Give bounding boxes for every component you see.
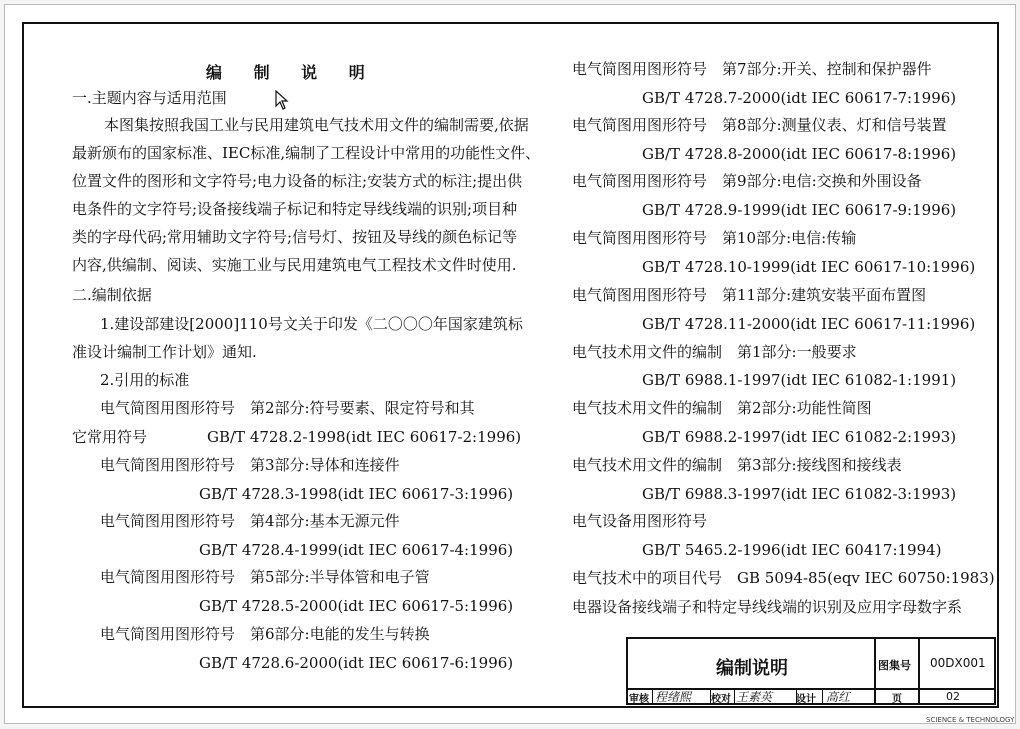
review-label: 审核 xyxy=(629,694,649,705)
text-line: 类的字母代码;常用辅助文字符号;信号灯、按钮及导线的颜色标记等 xyxy=(72,228,518,246)
standard-code: GB/T 4728.4-1999(idt IEC 60617-4:1996) xyxy=(199,541,514,559)
standard-title: 电气简图用图形符号 第6部分:电能的发生与转换 xyxy=(100,625,430,643)
text-line: 2.引用的标准 xyxy=(100,371,190,389)
standard-title: 电器设备接线端子和特定导线线端的识别及应用字母数字系 xyxy=(572,598,963,616)
page-label: 页 xyxy=(892,694,902,705)
section-heading: 一.主题内容与适用范围 xyxy=(72,89,227,107)
standard-code: 它常用符号 GB/T 4728.2-1998(idt IEC 60617-2:1996) xyxy=(72,428,522,446)
standard-title: 电气简图用图形符号 第8部分:测量仪表、灯和信号装置 xyxy=(572,116,947,134)
text-line: 最新颁布的国家标准、IEC标准,编制了工程设计中常用的功能性文件、 xyxy=(72,144,541,162)
standard-code: GB/T 4728.10-1999(idt IEC 60617-10:1996) xyxy=(642,258,976,276)
page-number: 02 xyxy=(946,690,960,703)
design-signature: 高红 xyxy=(826,690,851,704)
standard-code: GB/T 4728.11-2000(idt IEC 60617-11:1996) xyxy=(642,315,976,333)
standard-code: GB/T 4728.8-2000(idt IEC 60617-8:1996) xyxy=(642,145,957,163)
standard-title: 电气简图用图形符号 第2部分:符号要素、限定符号和其 xyxy=(100,399,475,417)
standard-title: 电气技术用文件的编制 第3部分:接线图和接线表 xyxy=(572,456,902,474)
standard-title: 电气简图用图形符号 第5部分:半导体管和电子管 xyxy=(100,568,430,586)
standard-code: GB/T 6988.1-1997(idt IEC 61082-1:1991) xyxy=(642,371,957,389)
standard-code: GB/T 5465.2-1996(idt IEC 60417:1994) xyxy=(642,541,942,559)
text-line: 内容,供编制、阅读、实施工业与民用建筑电气工程技术文件时使用. xyxy=(72,256,517,274)
standard-code: GB/T 4728.9-1999(idt IEC 60617-9:1996) xyxy=(642,201,957,219)
standard-code: GB/T 4728.6-2000(idt IEC 60617-6:1996) xyxy=(199,654,514,672)
text-line: 电条件的文字符号;设备接线端子标记和特定导线线端的识别;项目种 xyxy=(72,200,518,218)
standard-title: 电气简图用图形符号 第4部分:基本无源元件 xyxy=(100,512,400,530)
standard-code: GB/T 4728.5-2000(idt IEC 60617-5:1996) xyxy=(199,597,514,615)
standard-title: 电气简图用图形符号 第3部分:导体和连接件 xyxy=(100,456,400,474)
standard-title: 电气设备用图形符号 xyxy=(572,512,708,530)
check-signature: 王素英 xyxy=(736,690,773,704)
check-label: 校对 xyxy=(711,694,731,705)
review-signature: 程绪熙 xyxy=(655,690,692,704)
section-heading: 二.编制依据 xyxy=(72,286,152,304)
watermark-text: SCIENCE & TECHNOLOGY xyxy=(926,716,1015,724)
standard-title: 电气技术用文件的编制 第1部分:一般要求 xyxy=(572,343,857,361)
design-label: 设计 xyxy=(796,694,816,705)
standard-code: GB/T 6988.3-1997(idt IEC 61082-3:1993) xyxy=(642,485,957,503)
atlas-number: 00DX001 xyxy=(930,656,986,670)
text-line: 本图集按照我国工业与民用建筑电气技术用文件的编制需要,依据 xyxy=(104,116,529,134)
standard-title: 电气简图用图形符号 第11部分:建筑安装平面布置图 xyxy=(572,286,927,304)
text-line: 准设计编制工作计划》通知. xyxy=(72,343,257,361)
standard-title: 电气简图用图形符号 第9部分:电信:交换和外围设备 xyxy=(572,172,922,190)
standard-title: 电气技术中的项目代号 GB 5094-85(eqv IEC 60750:1983) xyxy=(572,569,995,587)
standard-title: 电气简图用图形符号 第10部分:电信:传输 xyxy=(572,229,857,247)
standard-title: 电气技术用文件的编制 第2部分:功能性简图 xyxy=(572,399,872,417)
standard-code: GB/T 4728.7-2000(idt IEC 60617-7:1996) xyxy=(642,89,957,107)
mouse-pointer-icon xyxy=(275,90,289,110)
text-line: 1.建设部建设[2000]110号文关于印发《二〇〇〇年国家建筑标 xyxy=(100,315,523,333)
text-line: 位置文件的图形和文字符号;电力设备的标注;安装方式的标注;提出供 xyxy=(72,172,523,190)
standard-code: GB/T 4728.3-1998(idt IEC 60617-3:1996) xyxy=(199,485,514,503)
standard-code: GB/T 6988.2-1997(idt IEC 61082-2:1993) xyxy=(642,428,957,446)
drawing-name: 编制说明 xyxy=(716,658,788,679)
standard-title: 电气简图用图形符号 第7部分:开关、控制和保护器件 xyxy=(572,60,932,78)
atlas-number-label: 图集号 xyxy=(878,659,911,672)
document-title: 编 制 说 明 xyxy=(206,63,378,82)
